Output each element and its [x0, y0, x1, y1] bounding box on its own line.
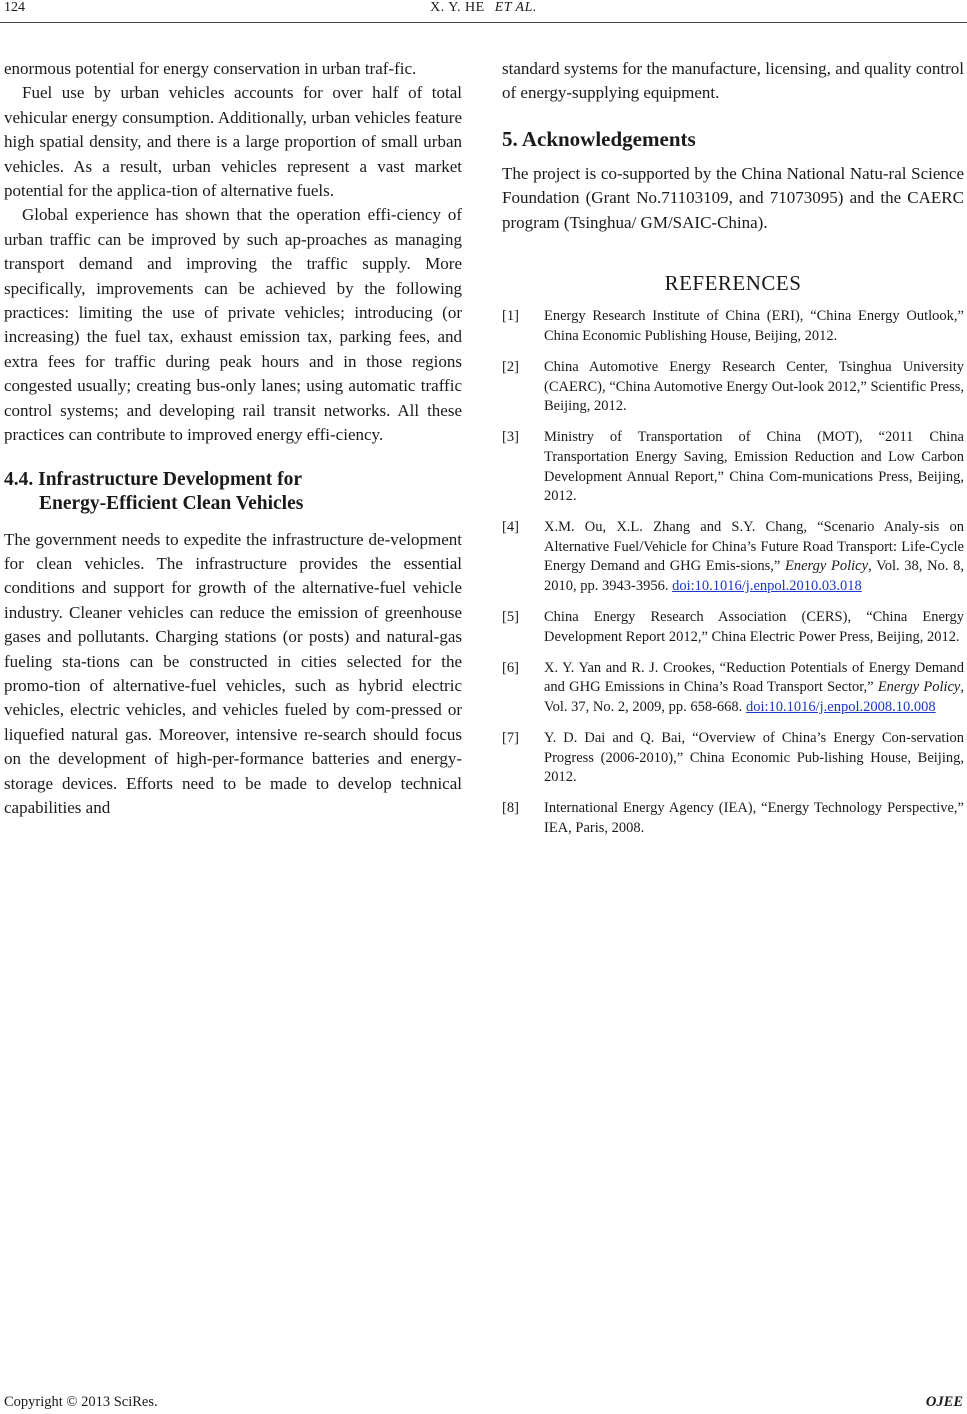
reference-authors-title: X. Y. Yan and R. J. Crookes, “Reduction Potentials of Energy Demand and GHG Emissions in China’s Road Transport Sector,”: [544, 659, 964, 696]
references-list: [502, 307, 964, 838]
reference-item: [502, 428, 964, 506]
paragraph: standard systems for the manufacture, licensing, and quality control of energy-supplying equipment.: [502, 59, 964, 103]
running-head-authors: X. Y. HE: [430, 0, 485, 15]
doi-link[interactable]: doi:10.1016/j.enpol.2008.10.008: [745, 699, 936, 716]
left-column: [4, 57, 462, 820]
acknowledgements-text: The project is co-supported by the China National Natu-ral Science Foundation (Grant No.71103109, and 71073095) and the CAERC program (Tsinghua/ GM/SAIC-China).: [502, 163, 964, 232]
reference-journal: Energy Policy: [785, 558, 869, 575]
reference-journal: Energy Policy: [877, 679, 961, 696]
journal-abbreviation: OJEE: [925, 1394, 963, 1410]
reference-number: [7]: [502, 730, 519, 747]
reference-text: [544, 518, 964, 596]
reference-number: [4]: [502, 519, 519, 536]
reference-item: [502, 729, 964, 788]
header-rule: [0, 22, 967, 23]
references-title: REFERENCES: [664, 271, 802, 296]
reference-item: [502, 608, 964, 647]
reference-number: [1]: [502, 308, 519, 325]
reference-item: [502, 358, 964, 417]
section-heading-4-4: [4, 468, 462, 516]
running-head-et-al: ET AL.: [494, 0, 537, 15]
reference-number: [6]: [502, 659, 519, 676]
reference-text: [544, 659, 964, 718]
reference-text: Ministry of Transportation of China (MOT), “2011 China Transportation Energy Saving, Emission Reduction and Low Carbon Development Annual Report,” China Com-munications Press, Beijing, 2012.: [544, 429, 964, 505]
reference-number: [3]: [502, 429, 519, 446]
paragraph: Global experience has shown that the operation effi-ciency of urban traffic can be improved by such ap-proaches as managing transport demand and improving the traffic supply. More specifically, improvements can be achieved by the following practices: limiting the use of private vehicles; introducing (or increasing) the fuel tax, exhaust emission tax, parking fees, and extra fees for traffic during peak hours and in those regions congested usually; creating bus-only lanes; using automatic traffic control systems; and developing rail transit networks. All these practices can contribute to improved energy effi-ciency.: [4, 205, 462, 445]
reference-text: China Energy Research Association (CERS), “China Energy Development Report 2012,” China Electric Power Press, Beijing, 2012.: [544, 609, 964, 645]
reference-item: [502, 307, 964, 346]
reference-item: [502, 659, 964, 718]
reference-authors-title: X.M. Ou, X.L. Zhang and S.Y. Chang, “Scenario Analy-sis on Alternative Fuel/Vehicle for China’s Future Road Transport: Life-Cycle Energy Demand and GHG Emis-sions,”: [544, 519, 964, 575]
reference-details: , Vol. 38, No. 8, 2010, pp. 3943-3956.: [544, 558, 965, 595]
reference-text: Energy Research Institute of China (ERI), “China Energy Outlook,” China Economic Publishing House, Beijing, 2012.: [544, 308, 964, 345]
reference-number: [2]: [502, 359, 519, 376]
section-heading-line2: Energy-Efficient Clean Vehicles: [39, 492, 304, 514]
paragraph: enormous potential for energy conservation in urban traf-fic.: [4, 59, 417, 78]
reference-item: [502, 799, 964, 838]
doi-link[interactable]: doi:10.1016/j.enpol.2010.03.018: [672, 578, 862, 595]
right-column: [502, 57, 964, 850]
acknowledgements-heading: 5. Acknowledgements: [502, 126, 696, 151]
paragraph: The government needs to expedite the infrastructure de-velopment for clean vehicles. The infrastructure provides the essential conditions and support for growth of the alternative-fuel vehicle industry. Cleaner vehicles can reduce the emission of greenhouse gases and pollutants. Charging stations (or posts) and natural-gas fueling sta-tions can be constructed in cities selected for the promo-tion of alternative-fuel vehicles, such as hybrid electric vehicles, electric vehicles, and vehicles fueled by com-pressed or liquefied natural gas. Moreover, intensive re-search should focus on the development of high-per-formance batteries and energy-storage devices. Efforts need to be made to develop technical capabilities and: [4, 529, 462, 817]
running-head: [0, 0, 967, 16]
page-number: 124: [4, 0, 25, 15]
reference-text: Y. D. Dai and Q. Bai, “Overview of China’s Energy Con-servation Progress (2006-2010),” China Economic Pub-lishing House, Beijing, 2012.: [544, 730, 964, 786]
reference-item: [502, 518, 964, 596]
paragraph: Fuel use by urban vehicles accounts for over half of total vehicular energy consumption. Additionally, urban vehicles feature high spatial density, and there is a large proportion of small urban vehicles. As a result, urban vehicles represent a vast market potential for the applica-tion of alternative fuels.: [4, 83, 462, 201]
reference-text: China Automotive Energy Research Center, Tsinghua University (CAERC), “China Automotive Energy Out-look 2012,” Scientific Press, Beijing, 2012.: [544, 359, 964, 415]
section-heading-line1: 4.4. Infrastructure Development for: [4, 468, 303, 490]
reference-text: International Energy Agency (IEA), “Energy Technology Perspective,” IEA, Paris, 2008.: [544, 800, 964, 836]
copyright-notice: Copyright © 2013 SciRes.: [4, 1394, 158, 1410]
reference-number: [5]: [502, 609, 519, 626]
reference-number: [8]: [502, 800, 519, 817]
reference-details: , Vol. 37, No. 2, 2009, pp. 658-668.: [544, 679, 964, 716]
